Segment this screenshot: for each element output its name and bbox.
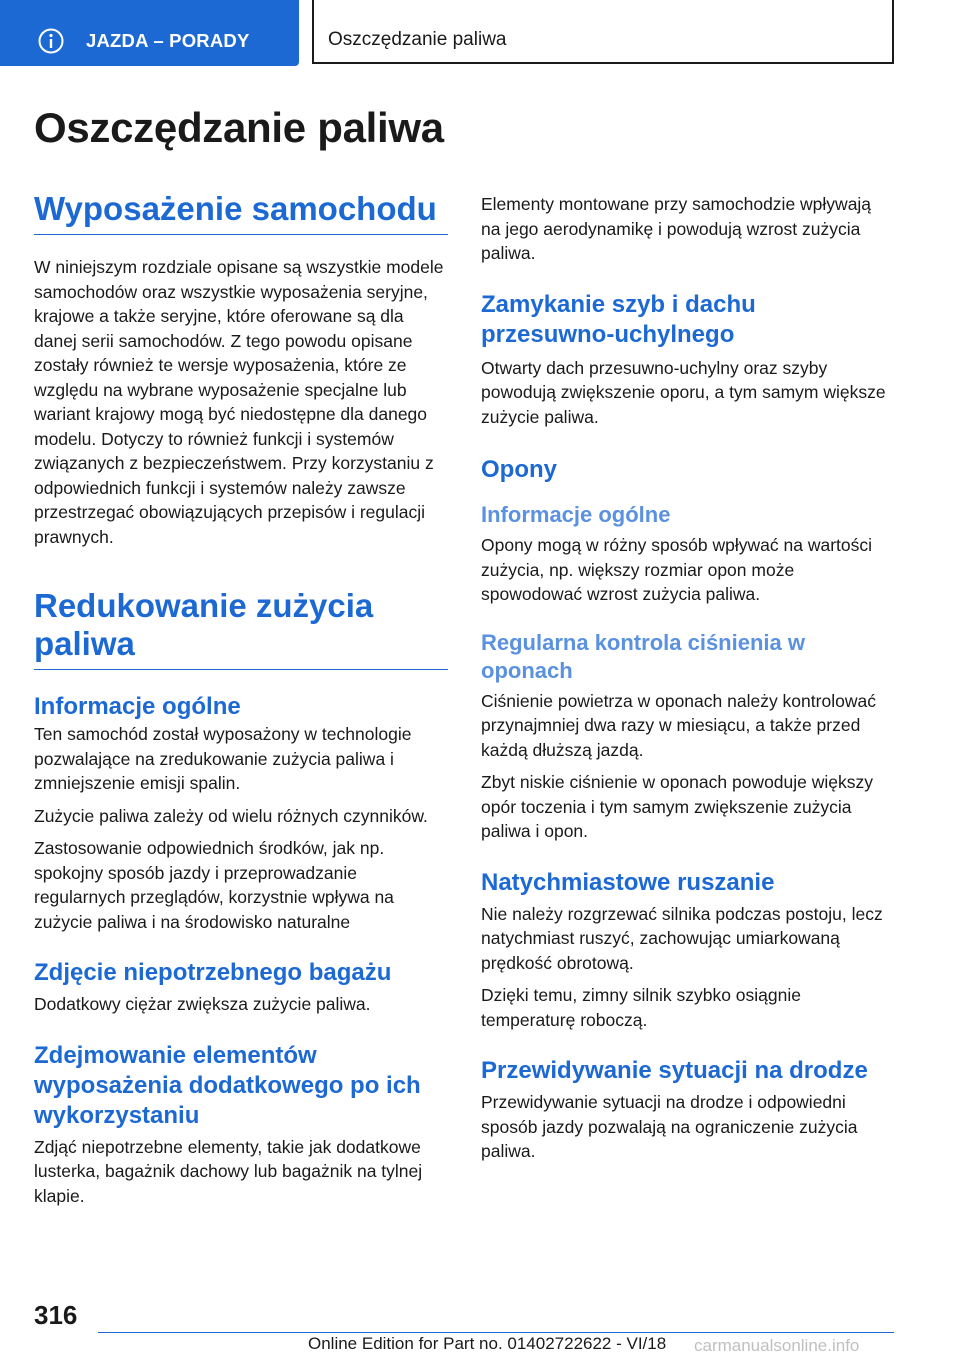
heading-elementy: Zdejmowanie elementów wyposażenia dodatkowego po ich wykorzystaniu xyxy=(34,1041,421,1129)
header-bar xyxy=(0,0,960,66)
paragraph-opony-info: Opony mogą w różny sposób wpływać na wartości zużycia, np. większy rozmiar opon może spowodować wzrost zużycia paliwa. xyxy=(481,535,873,604)
info-icon xyxy=(38,28,64,54)
paragraph-przewidywanie: Przewidywanie sytuacji na drodze i odpowiedni sposób jazdy pozwalają na ograniczenie zużycia paliwa. xyxy=(481,1092,858,1161)
footer-divider xyxy=(98,1332,894,1333)
left-column xyxy=(34,190,448,1208)
heading-redukowanie: Redukowanie zużycia paliwa xyxy=(34,587,448,670)
paragraph-elementy: Zdjąć niepotrzebne elementy, takie jak dodatkowe lusterka, bagażnik dachowy lub bagażnik na tylnej klapie. xyxy=(34,1136,423,1206)
paragraph-elementy-cont: Elementy montowane przy samochodzie wpływają na jego aerodynamikę i powodują wzrost zużycia paliwa. xyxy=(481,194,872,263)
paragraph-ruszanie-1: Nie należy rozgrzewać silnika podczas postoju, lecz natychmiast ruszyć, zachowując umiarkowaną prędkość obrotową. xyxy=(481,903,883,973)
heading-ruszanie: Natychmiastowe ruszanie xyxy=(481,868,775,896)
heading-informacje-ogolne: Informacje ogólne xyxy=(34,693,241,720)
section-tab-label: JAZDA – PORADY xyxy=(86,30,250,51)
page-number: 316 xyxy=(34,1300,78,1330)
footer-watermark: carmanualsonline.info xyxy=(694,1336,860,1355)
heading-opony-informacje: Informacje ogólne xyxy=(481,502,671,527)
paragraph-info-2: Zużycie paliwa zależy od wielu różnych czynników. xyxy=(34,805,428,826)
paragraph-cisnienie-2: Zbyt niskie ciśnienie w oponach powoduje większy opór toczenia i tym samym zwiększenie zużycia paliwa i opon. xyxy=(481,772,874,841)
heading-wyposazenie: Wyposażenie samochodu xyxy=(34,190,448,235)
topic-tab[interactable] xyxy=(312,0,894,64)
section-tab[interactable] xyxy=(0,0,299,66)
heading-szyby: Zamykanie szyb i dachu przesuwno-uchylnego xyxy=(481,290,756,348)
paragraph-cisnienie-1: Ciśnienie powietrza w oponach należy kontrolować przynajmniej dwa razy w miesiącu, a także przed każdą dłuższą jazdą. xyxy=(481,690,876,760)
topic-tab-label: Oszczędzanie paliwa xyxy=(328,29,507,50)
footer-edition: Online Edition for Part no. 01402722622 - VI/18 xyxy=(308,1334,667,1353)
paragraph-info-3: Zastosowanie odpowiednich środków, jak np. spokojny sposób jazdy i przeprowadzanie regularnych przeglądów, korzystnie wpływa na zużycie paliwa i na środowisko naturalne xyxy=(34,838,394,932)
heading-bagaz: Zdjęcie niepotrzebnego bagażu xyxy=(34,959,392,986)
paragraph-info-1: Ten samochód został wyposażony w technologie pozwalające na zredukowanie zużycia paliwa i zmniejszenie emisji spalin. xyxy=(34,724,412,793)
paragraph-wyposazenie: W niniejszym rozdziale opisane są wszystkie modele samochodów oraz wszystkie wyposażenia seryjne, krajowe a także seryjne, które oferowane są dla danej serii samochodów. Z tego powodu opisane zostały również te wersje wyposażenia, które ze względu na wybrane wyposażenie specjalne lub wariant krajowy mogą być niedostępne dla danego modelu. Dotyczy to również funkcji i systemów związanych z bezpieczeństwem. Przy korzystaniu z odpowiednich funkcji i systemów należy zawsze przestrzegać obowiązujących przepisów i regulacji prawnych. xyxy=(34,257,444,547)
paragraph-bagaz: Dodatkowy ciężar zwiększa zużycie paliwa. xyxy=(34,994,371,1014)
heading-opony: Opony xyxy=(481,456,557,483)
right-column xyxy=(481,190,895,1164)
page-title: Oszczędzanie paliwa xyxy=(34,104,444,151)
paragraph-ruszanie-2: Dzięki temu, zimny silnik szybko osiągnie temperaturę roboczą. xyxy=(481,985,801,1030)
heading-cisnienie: Regularna kontrola ciśnienia w oponach xyxy=(481,629,805,683)
paragraph-szyby: Otwarty dach przesuwno-uchylny oraz szyby powodują zwiększenie oporu, a tym samym większe zużycie paliwa. xyxy=(481,357,886,427)
heading-przewidywanie: Przewidywanie sytuacji na drodze xyxy=(481,1057,868,1084)
